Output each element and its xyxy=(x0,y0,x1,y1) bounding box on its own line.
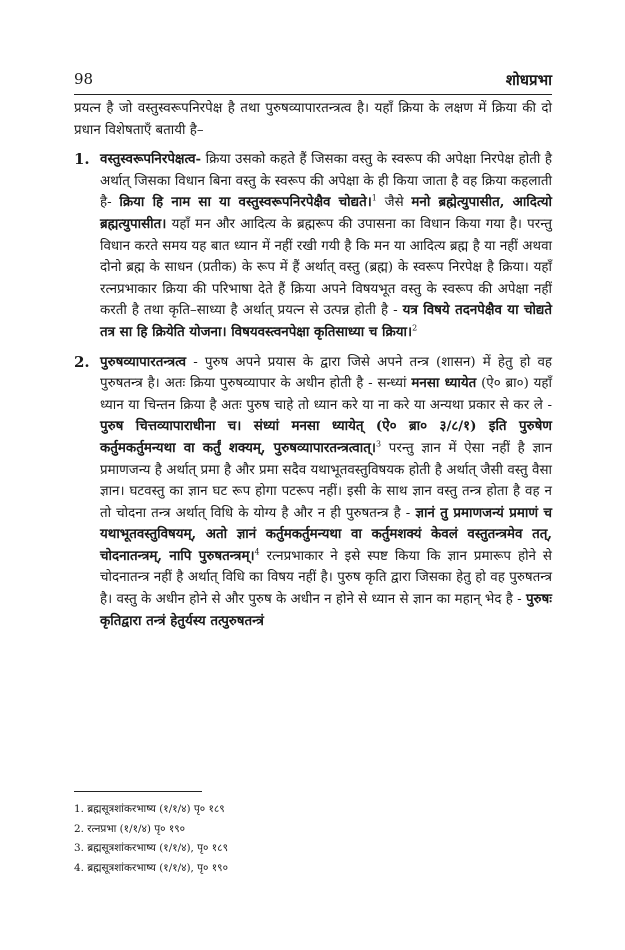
footnote-divider xyxy=(74,791,202,792)
item-heading: वस्तुस्वरूपनिरपेक्षत्व- xyxy=(100,151,202,168)
footnote-3: 3. ब्रह्मसूत्रशांकरभाष्य (१/१/४), पृ० १८९ xyxy=(74,842,228,854)
body-text: रत्नप्रभाकार ने इसे स्पष्ट किया कि ज्ञान प्रमारूप होने से चोदनातन्त्र नहीं है अर्थात् विधि का विषय नहीं है। पुरुष कृति द्वारा जिसका हेतु हो वह पुरुषतन्त्र है। वस्तु के अधीन होने से और पुरुष के अधीन न होने से ध्यान से ज्ञान का महान् भेद है - xyxy=(100,548,552,608)
footnote-1: 1. ब्रह्मसूत्रशांकरभाष्य (१/१/४) पृ० १८९ xyxy=(74,803,225,815)
item-paragraph xyxy=(100,352,552,633)
page-header xyxy=(74,68,552,95)
body-text: यहाँ मन और आदित्य के ब्रह्मरूप की उपासना का विधान किया गया है। परन्तु विधान करते समय यह बात ध्यान में नहीं रखी गयी है कि मन या आदित्य ब्रह्म है या नहीं अथवा दोनो ब्रह्म के साधन (प्रतीक) के रूप में हैं अर्थात् वस्तु (ब्रह्म) के स्वरूप निरपेक्ष है क्रिया। यहाँ रत्नप्रभाकार क्रिया की परिभाषा देते हैं क्रिया अपने विषयभूत वस्तु के स्वरूप की अपेक्षा नहीं करती है तथा कृति–साध्या है अर्थात् प्रयत्न से उत्पन्न होती है - xyxy=(100,216,552,319)
sanskrit-quote: क्रिया हि नाम सा या वस्तुस्वरूपनिरपेक्षैव चोद्यते। xyxy=(119,194,372,211)
footnotes xyxy=(74,800,552,878)
sanskrit-quote: मनो ब्रह्मेत्युपासीत, आदित्यो ब्रह्मत्युपासीत। xyxy=(100,194,552,232)
page-number: 98 xyxy=(74,70,94,88)
footnote-marker: 3 xyxy=(375,439,382,449)
footnote-marker: 2 xyxy=(412,323,418,333)
item-number: 1. xyxy=(74,150,90,169)
item-heading: पुरुषव्यापारतन्त्रत्व xyxy=(100,353,187,370)
running-title: शोधप्रभा xyxy=(505,71,552,89)
list-item-1 xyxy=(74,149,552,343)
body-text: (ऐ० ब्रा०) यहाँ ध्यान या चिन्तन क्रिया है अतः पुरुष चाहे तो ध्यान करे या ना करे या अन्यथा प्रकार से कर ले - xyxy=(100,376,552,413)
sanskrit-quote: पुरुषः कृतिद्वारा तन्त्रं हेतुर्यस्य तत्पुरुषतन्त्रं xyxy=(100,591,552,629)
footnote-marker: 1 xyxy=(371,193,377,203)
sanskrit-quote: मनसा ध्यायेत xyxy=(411,375,477,392)
item-paragraph xyxy=(100,149,552,343)
item-number: 2. xyxy=(74,352,90,371)
body-text: जैसे xyxy=(376,195,412,211)
sanskrit-quote: ज्ञानं तु प्रमाणजन्यं प्रमाणं च यथाभूतवस्तुविषयम्, अतो ज्ञानं कर्तुमकर्तुमन्यथा वा कर्तुमशक्यं केवलं वस्तुतन्त्रमेव तत्, चोदनातन्त्रम्, नापि पुरुषतन्त्रम्। xyxy=(100,504,552,564)
body-text: - पुरुष अपने प्रयास के द्वारा जिसे अपने तन्त्र (शासन) में हेतु हो वह पुरुषतन्त्र है। अतः क्रिया पुरुषव्यापार के अधीन होती है - सन्ध्यां xyxy=(100,354,552,392)
sanskrit-quote: पुरुष चित्तव्यापाराधीना च। संध्यां मनसा ध्यायेत् (ऐ० ब्रा० ३/८/१) इति पुरुषेण कर्तुमकर्तुमन्यथा वा कर्तुं शक्यम्, पुरुषव्यापारतन्त्रत्वात्। xyxy=(100,418,552,456)
footnote-4: 4. ब्रह्मसूत्रशांकरभाष्य (१/१/४), पृ० १९० xyxy=(74,861,228,874)
page-body xyxy=(74,98,552,640)
footnote-marker: 4 xyxy=(254,547,260,557)
body-text: क्रिया उसको कहते हैं जिसका वस्तु के स्वरूप की अपेक्षा निरपेक्ष होती है अर्थात् जिसका विधान बिना वस्तु के स्वरूप की अपेक्षा के ही किया जाता है वह क्रिया कहलाती है- xyxy=(100,152,552,211)
body-text: परन्तु ज्ञान में ऐसा नहीं है ज्ञान प्रमाणजन्य है अर्थात् प्रमा है और प्रमा सदैव यथाभूतवस्तुविषयक होती है अर्थात् जैसी वस्तु वैसा ज्ञान। घटवस्तु का ज्ञान घट रूप होगा पटरूप नहीं। इसी के साथ ज्ञान वस्तु तन्त्र होता है वह न तो चोदना तन्त्र अर्थात् विधि के योग्य है और न ही पुरुषतन्त्र है - xyxy=(100,440,552,521)
sanskrit-quote: यत्र विषये तदनपेक्षैव या चोद्यते तत्र सा हि क्रियेति योजना। विषयवस्त्वनपेक्षा कृतिसाध्या च क्रिया। xyxy=(100,302,552,340)
footnote-2: 2. रत्नप्रभा (१/१/४) पृ० १९० xyxy=(74,822,186,835)
intro-paragraph: प्रयत्न है जो वस्तुस्वरूपनिरपेक्ष है तथा पुरुषव्यापारतन्त्रत्व है। यहाँ क्रिया के लक्षण में क्रिया की दो प्रधान विशेषताएँ बतायी है– xyxy=(74,101,552,138)
list-item-2 xyxy=(74,352,552,633)
